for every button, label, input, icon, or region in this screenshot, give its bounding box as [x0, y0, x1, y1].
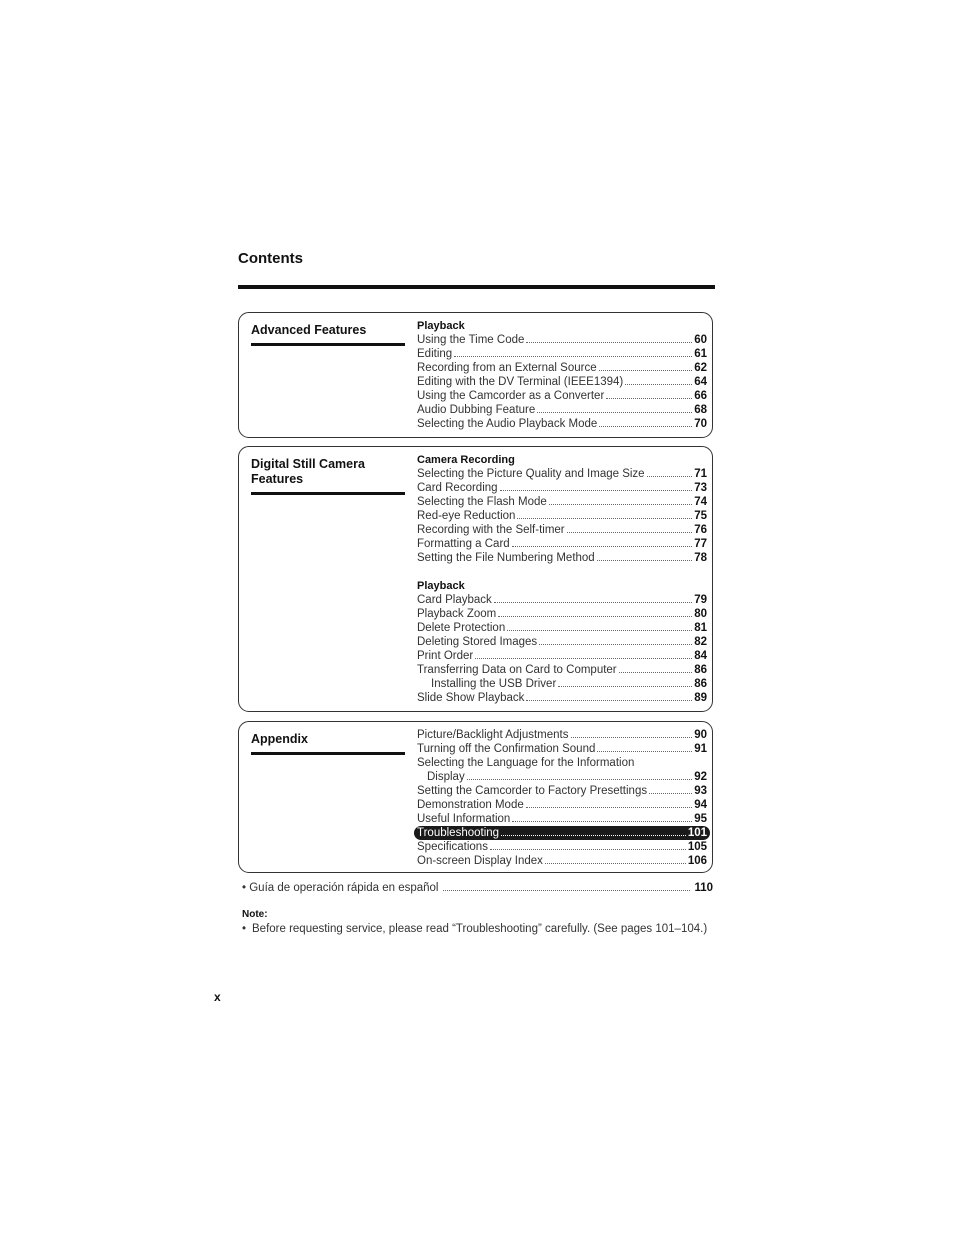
section-body [417, 319, 707, 431]
toc-entry[interactable]: Editing 61 [417, 348, 707, 360]
toc-entry[interactable]: Picture/Backlight Adjustments 90 [417, 729, 707, 741]
toc-entry[interactable]: Selecting the Flash Mode 74 [417, 496, 707, 508]
toc-entry[interactable]: Red-eye Reduction 75 [417, 510, 707, 522]
toc-entry[interactable]: Specifications 105 [417, 841, 707, 853]
toc-entry[interactable]: Print Order 84 [417, 650, 707, 662]
note-text: • Before requesting service, please read “Troubleshooting” carefully. (See pages 101–104.) [242, 923, 708, 935]
group-heading: Playback [417, 320, 465, 332]
toc-entry[interactable]: Setting the Camcorder to Factory Presettings 93 [417, 785, 707, 797]
toc-entry[interactable]: Transferring Data on Card to Computer 86 [417, 664, 707, 676]
toc-entry[interactable]: Selecting the Language for the Information Display 92 [417, 757, 707, 783]
toc-entry[interactable]: Card Playback 79 [417, 594, 707, 606]
group-heading: Playback [417, 580, 465, 592]
page-title: Contents [238, 250, 303, 267]
group-heading: Camera Recording [417, 454, 515, 466]
toc-entry[interactable]: Demonstration Mode 94 [417, 799, 707, 811]
toc-entry[interactable]: Installing the USB Driver 86 [431, 678, 707, 690]
toc-entry[interactable]: Formatting a Card 77 [417, 538, 707, 550]
section-body [417, 728, 707, 868]
toc-entry[interactable]: Useful Information 95 [417, 813, 707, 825]
section-digital-still-camera [238, 446, 713, 712]
note-label: Note: [242, 909, 268, 920]
toc-entry[interactable]: Delete Protection 81 [417, 622, 707, 634]
guide-page: 110 [694, 882, 713, 894]
section-body [417, 453, 707, 705]
toc-entry[interactable]: Playback Zoom 80 [417, 608, 707, 620]
section-heading: Appendix [251, 732, 405, 755]
toc-entry-highlighted[interactable]: Troubleshooting 101 [414, 826, 710, 840]
toc-entry[interactable]: On-screen Display Index 106 [417, 855, 707, 867]
bullet: • [242, 882, 247, 894]
toc-entry[interactable]: Card Recording 73 [417, 482, 707, 494]
toc-entry[interactable]: Audio Dubbing Feature 68 [417, 404, 707, 416]
toc-entry[interactable]: Using the Time Code 60 [417, 334, 707, 346]
title-rule [238, 285, 715, 289]
section-appendix [238, 721, 713, 873]
toc-entry[interactable]: Slide Show Playback 89 [417, 692, 707, 704]
section-heading: Advanced Features [251, 323, 405, 346]
toc-entry[interactable]: Recording from an External Source 62 [417, 362, 707, 374]
toc-entry[interactable]: Turning off the Confirmation Sound 91 [417, 743, 707, 755]
toc-entry[interactable]: Editing with the DV Terminal (IEEE1394) 64 [417, 376, 707, 388]
toc-entry[interactable]: Selecting the Picture Quality and Image Size 71 [417, 468, 707, 480]
page-number: x [214, 990, 221, 1004]
section-advanced-features [238, 312, 713, 438]
toc-entry[interactable]: Deleting Stored Images 82 [417, 636, 707, 648]
guide-title: Guía de operación rápida en español [249, 882, 439, 894]
toc-entry[interactable]: Using the Camcorder as a Converter 66 [417, 390, 707, 402]
bullet: • [242, 923, 247, 935]
spanish-guide-entry[interactable] [242, 881, 713, 894]
toc-entry[interactable]: Setting the File Numbering Method 78 [417, 552, 707, 564]
section-heading: Digital Still Camera Features [251, 457, 405, 495]
toc-entry[interactable]: Selecting the Audio Playback Mode 70 [417, 418, 707, 430]
toc-entry[interactable]: Recording with the Self-timer 76 [417, 524, 707, 536]
